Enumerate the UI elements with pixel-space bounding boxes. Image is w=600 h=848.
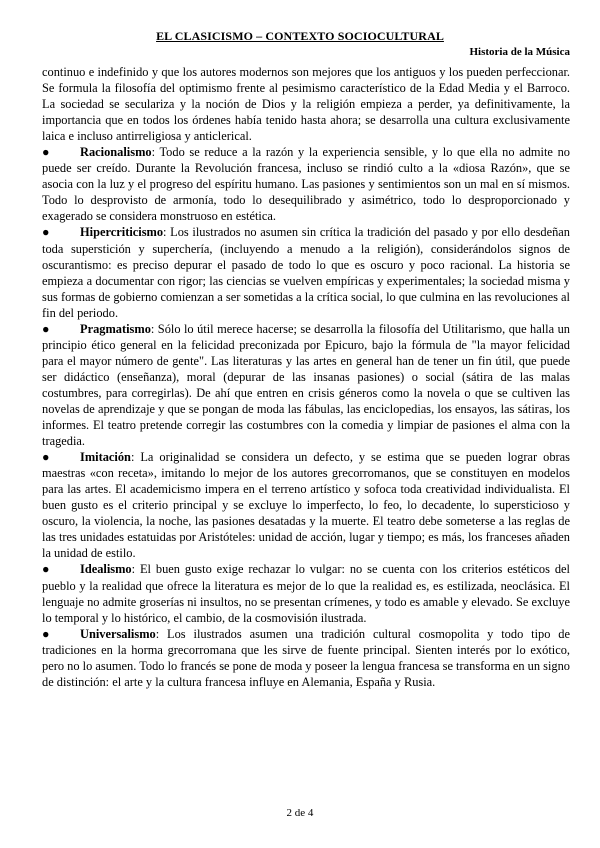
bullet-icon: ● xyxy=(42,145,50,160)
list-item xyxy=(42,626,570,690)
item-term: Hipercriticismo xyxy=(80,225,164,240)
bullet-icon: ● xyxy=(42,626,50,641)
bullet-icon: ● xyxy=(42,562,50,577)
item-term: Racionalismo xyxy=(80,145,152,160)
item-text: : Todo se reduce a la razón y la experiencia sensible, y lo que ella no admite no puede ser creído. Durante la Revolución francesa, incluso se rindió culto a la «diosa Razón», que se asocia con la luz y el progreso del espíritu humano. Las pasiones y sentimientos son un mal en sí mismos. Todo lo desprovisto de armonía, todo lo desequilibrado y asimétrico, todo lo desproporcionado y exagerado se considera monstruoso en estética. xyxy=(42,145,570,224)
item-term: Universalismo xyxy=(80,626,156,641)
page-number: 2 de 4 xyxy=(286,807,314,819)
bullet-icon: ● xyxy=(42,450,50,465)
item-text: : Sólo lo útil merece hacerse; se desarrolla la filosofía del Utilitarismo, que halla un principio ético general en la felicidad preconizada por Epicuro, bajo la fórmula de "la mayor felicidad para el mayor número de gente". Las literaturas y las artes en general han de tener un fin útil, que puede ser didáctico (enseñanza), moral (depurar de las insanas pasiones) o social (sátira de las malas costumbres, para corregirlas). De ahí que entren en crisis géneros como la novela o que se cultiven las novelas de aprendizaje y que se pongan de moda las fábulas, las enciclopedias, los ensayos, las sátiras, los informes. El teatro pretende corregir las costumbres con la comedia y limpiar de pasiones el alma con la tragedia. xyxy=(42,321,570,449)
item-term: Imitación xyxy=(80,450,131,465)
bullet-icon: ● xyxy=(42,225,50,240)
item-text: : Los ilustrados asumen una tradición cultural cosmopolita y todo tipo de tradiciones en la horma grecorromana que les sirve de fuente principal. Sienten interés por lo exótico, pero no lo asumen. Todo lo francés se pone de moda y poseer la lengua francesa se transforma en un signo de distinción: el arte y la cultura francesa influye en Alemania, España y Rusia. xyxy=(42,626,570,689)
subject-label: Historia de la Música xyxy=(469,46,570,58)
bullet-icon: ● xyxy=(42,321,50,336)
item-text: : La originalidad se considera un defecto, y se estima que se pueden lograr obras maestras «con receta», imitando lo mejor de los autores grecorromanos, que se constituyen en modelos para las artes. El academicismo impera en el terreno artístico y sofoca toda creatividad individualista. El buen gusto es el criterio principal y se excluye lo imperfecto, lo feo, lo decadente, lo supersticioso y oscuro, la violencia, la noche, las pasiones desatadas y la muerte. El teatro debe someterse a las reglas de las tres unidades estatuidas por Aristóteles: unidad de acción, lugar y tiempo; es más, los franceses añaden la unidad de estilo. xyxy=(42,450,570,561)
item-term: Pragmatismo xyxy=(80,321,151,336)
item-text: : El buen gusto exige rechazar lo vulgar: no se cuenta con los criterios estéticos del pueblo y la realidad que ofrece la literatura es mejor de lo que la realidad es, es estilizada, neoclásica. El lenguaje no admite groserías ni insultos, no se presentan crímenes, y todo es amable y elevado. Se excluye lo temporal y lo histórico, el cambio, de la cosmovisión ilustrada. xyxy=(42,562,570,625)
list-item xyxy=(42,321,570,449)
item-term: Idealismo xyxy=(80,562,132,577)
list-item xyxy=(42,561,570,625)
list-item xyxy=(42,224,570,320)
item-text: : Los ilustrados no asumen sin crítica la tradición del pasado y por ello desdeñan toda superstición y superchería, (incluyendo a menudo a la religión), considerándolos signos de oscurantismo: es preciso depurar el pasado de todo lo que es oscuro y poco racional. La historia se empieza a documentar con rigor; las ciencias se vuelven empíricas y experimentales; la sociedad misma y sus formas de gobierno comienzan a ser sometidas a la crítica social, lo que culmina en las revoluciones al fin del periodo. xyxy=(42,225,570,320)
intro-paragraph: continuo e indefinido y que los autores modernos son mejores que los antiguos y los pueden perfeccionar. Se formula la filosofía del optimismo frente al pesimismo característico de la Edad Media y el Barroco. La sociedad se seculariza y la noción de Dios y la religión empieza a perder, ya definitivamente, la importancia que en todos los órdenes había tenido hasta ahora; se desarrolla una cultura exclusivamente laica e incluso antirreligiosa y anticlerical. xyxy=(42,65,570,144)
list-item xyxy=(42,144,570,224)
document-body xyxy=(42,64,570,690)
list-item xyxy=(42,449,570,561)
page-title: EL CLASICISMO – CONTEXTO SOCIOCULTURAL xyxy=(156,29,444,43)
